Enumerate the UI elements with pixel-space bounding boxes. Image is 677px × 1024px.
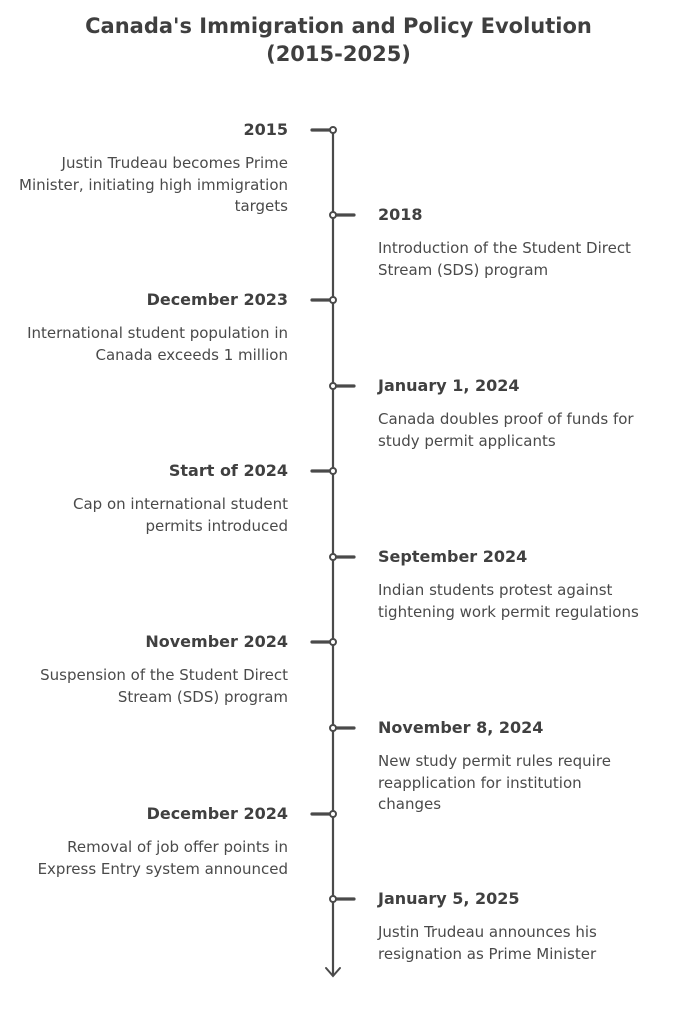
event-date: December 2024 — [146, 804, 288, 823]
timeline-event — [378, 376, 648, 452]
timeline-event — [18, 804, 288, 880]
event-description: New study permit rules require reapplication for institution changes — [378, 752, 611, 813]
event-date: Start of 2024 — [168, 461, 288, 480]
timeline-event — [378, 547, 648, 623]
event-date: December 2023 — [146, 290, 288, 309]
event-description: Justin Trudeau announces his resignation as Prime Minister — [378, 923, 597, 963]
timeline-event — [18, 632, 288, 708]
event-date: 2015 — [243, 120, 288, 139]
event-date: January 1, 2024 — [378, 376, 520, 395]
event-description: Cap on international student permits introduced — [73, 495, 288, 535]
event-date: November 2024 — [145, 632, 288, 651]
event-description: Canada doubles proof of funds for study permit applicants — [378, 410, 634, 450]
title-line-2: (2015-2025) — [266, 42, 411, 66]
event-description: Justin Trudeau becomes Prime Minister, initiating high immigration targets — [19, 154, 288, 215]
event-description: International student population in Canada exceeds 1 million — [27, 324, 288, 364]
event-date: 2018 — [378, 205, 423, 224]
event-description: Indian students protest against tightening work permit regulations — [378, 581, 639, 621]
timeline-event — [378, 205, 648, 281]
timeline-event — [378, 889, 648, 965]
timeline-event — [18, 461, 288, 537]
event-description: Suspension of the Student Direct Stream (SDS) program — [40, 666, 288, 706]
timeline-event — [18, 290, 288, 366]
event-date: September 2024 — [378, 547, 528, 566]
title-line-1: Canada's Immigration and Policy Evolution — [85, 14, 592, 38]
event-description: Introduction of the Student Direct Stream (SDS) program — [378, 239, 631, 279]
event-date: January 5, 2025 — [378, 889, 520, 908]
timeline-event — [378, 718, 648, 816]
timeline-event — [18, 120, 288, 218]
event-date: November 8, 2024 — [378, 718, 544, 737]
event-description: Removal of job offer points in Express Entry system announced — [37, 838, 288, 878]
